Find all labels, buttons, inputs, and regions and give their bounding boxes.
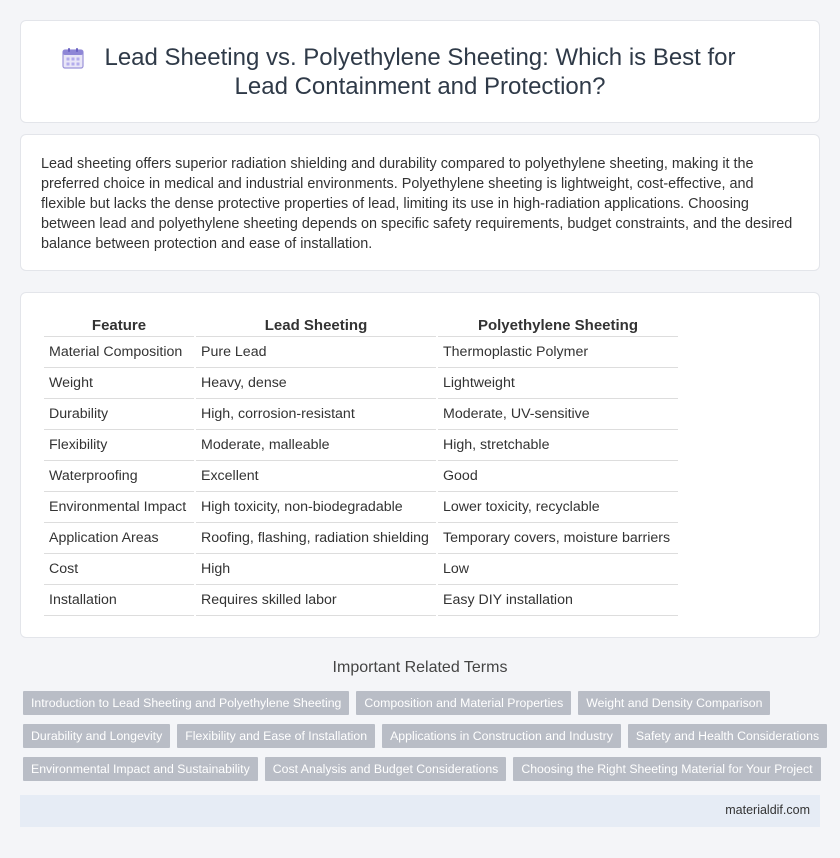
table-cell: Lightweight	[438, 368, 678, 399]
related-term-tag[interactable]: Choosing the Right Sheeting Material for Your Project	[513, 757, 820, 781]
table-cell: Application Areas	[44, 523, 194, 554]
table-cell: Cost	[44, 554, 194, 585]
table-cell: Moderate, UV-sensitive	[438, 399, 678, 430]
table-cell: Environmental Impact	[44, 492, 194, 523]
footer	[20, 795, 820, 827]
related-term-tag[interactable]: Durability and Longevity	[23, 724, 170, 748]
table-row	[44, 368, 678, 399]
comparison-table	[42, 315, 680, 616]
title-card	[20, 20, 820, 123]
table-cell: Low	[438, 554, 678, 585]
table-cell: High, corrosion-resistant	[196, 399, 436, 430]
related-terms-heading: Important Related Terms	[332, 659, 508, 676]
table-cell: Moderate, malleable	[196, 430, 436, 461]
table-cell: Easy DIY installation	[438, 585, 678, 616]
header-lead-sheeting: Lead Sheeting	[196, 315, 436, 337]
table-cell: Lower toxicity, recyclable	[438, 492, 678, 523]
table-row	[44, 585, 678, 616]
page-title: Lead Sheeting vs. Polyethylene Sheeting: Which is Best for Lead Containment and Protection?	[104, 44, 736, 100]
table-cell: Installation	[44, 585, 194, 616]
tag-row	[23, 724, 823, 748]
table-row	[44, 523, 678, 554]
table-cell: High toxicity, non-biodegradable	[196, 492, 436, 523]
table-cell: Requires skilled labor	[196, 585, 436, 616]
table-row	[44, 461, 678, 492]
related-term-tag[interactable]: Flexibility and Ease of Installation	[177, 724, 375, 748]
intro-card	[20, 134, 820, 271]
table-cell: Weight	[44, 368, 194, 399]
table-cell: Thermoplastic Polymer	[438, 337, 678, 368]
related-term-tag[interactable]: Composition and Material Properties	[356, 691, 571, 715]
table-cell: High, stretchable	[438, 430, 678, 461]
table-cell: Pure Lead	[196, 337, 436, 368]
table-cell: Material Composition	[44, 337, 194, 368]
table-cell: Temporary covers, moisture barriers	[438, 523, 678, 554]
related-term-tag[interactable]: Introduction to Lead Sheeting and Polyethylene Sheeting	[23, 691, 349, 715]
table-cell: Durability	[44, 399, 194, 430]
header-feature: Feature	[44, 315, 194, 337]
table-header-row	[44, 315, 678, 337]
table-row	[44, 430, 678, 461]
related-term-tag[interactable]: Environmental Impact and Sustainability	[23, 757, 258, 781]
site-name[interactable]: materialdif.com	[725, 803, 810, 817]
table-row	[44, 399, 678, 430]
table-row	[44, 554, 678, 585]
table-cell: High	[196, 554, 436, 585]
table-row	[44, 337, 678, 368]
comparison-card	[20, 292, 820, 638]
related-term-tag[interactable]: Applications in Construction and Industry	[382, 724, 621, 748]
table-cell: Excellent	[196, 461, 436, 492]
related-term-tag[interactable]: Cost Analysis and Budget Considerations	[265, 757, 507, 781]
related-term-tag[interactable]: Weight and Density Comparison	[578, 691, 770, 715]
related-terms-list	[23, 691, 823, 790]
tag-row	[23, 757, 823, 781]
table-cell: Waterproofing	[44, 461, 194, 492]
table-row	[44, 492, 678, 523]
tag-row	[23, 691, 823, 715]
table-cell: Good	[438, 461, 678, 492]
table-cell: Heavy, dense	[196, 368, 436, 399]
related-term-tag[interactable]: Safety and Health Considerations	[628, 724, 827, 748]
header-polyethylene-sheeting: Polyethylene Sheeting	[438, 315, 678, 337]
table-cell: Roofing, flashing, radiation shielding	[196, 523, 436, 554]
table-cell: Flexibility	[44, 430, 194, 461]
intro-paragraph: Lead sheeting offers superior radiation shielding and durability compared to polyethylene sheeting, making it the preferred choice in medical and industrial environments. Polyethylene sheeting is lightweight, cost-effective, and flexible but lacks the dense protective properties of lead, limiting its use in high-radiation applications. Choosing between lead and polyethylene sheeting depends on specific safety requirements, budget constraints, and the desired balance between protection and ease of installation.	[41, 156, 793, 252]
